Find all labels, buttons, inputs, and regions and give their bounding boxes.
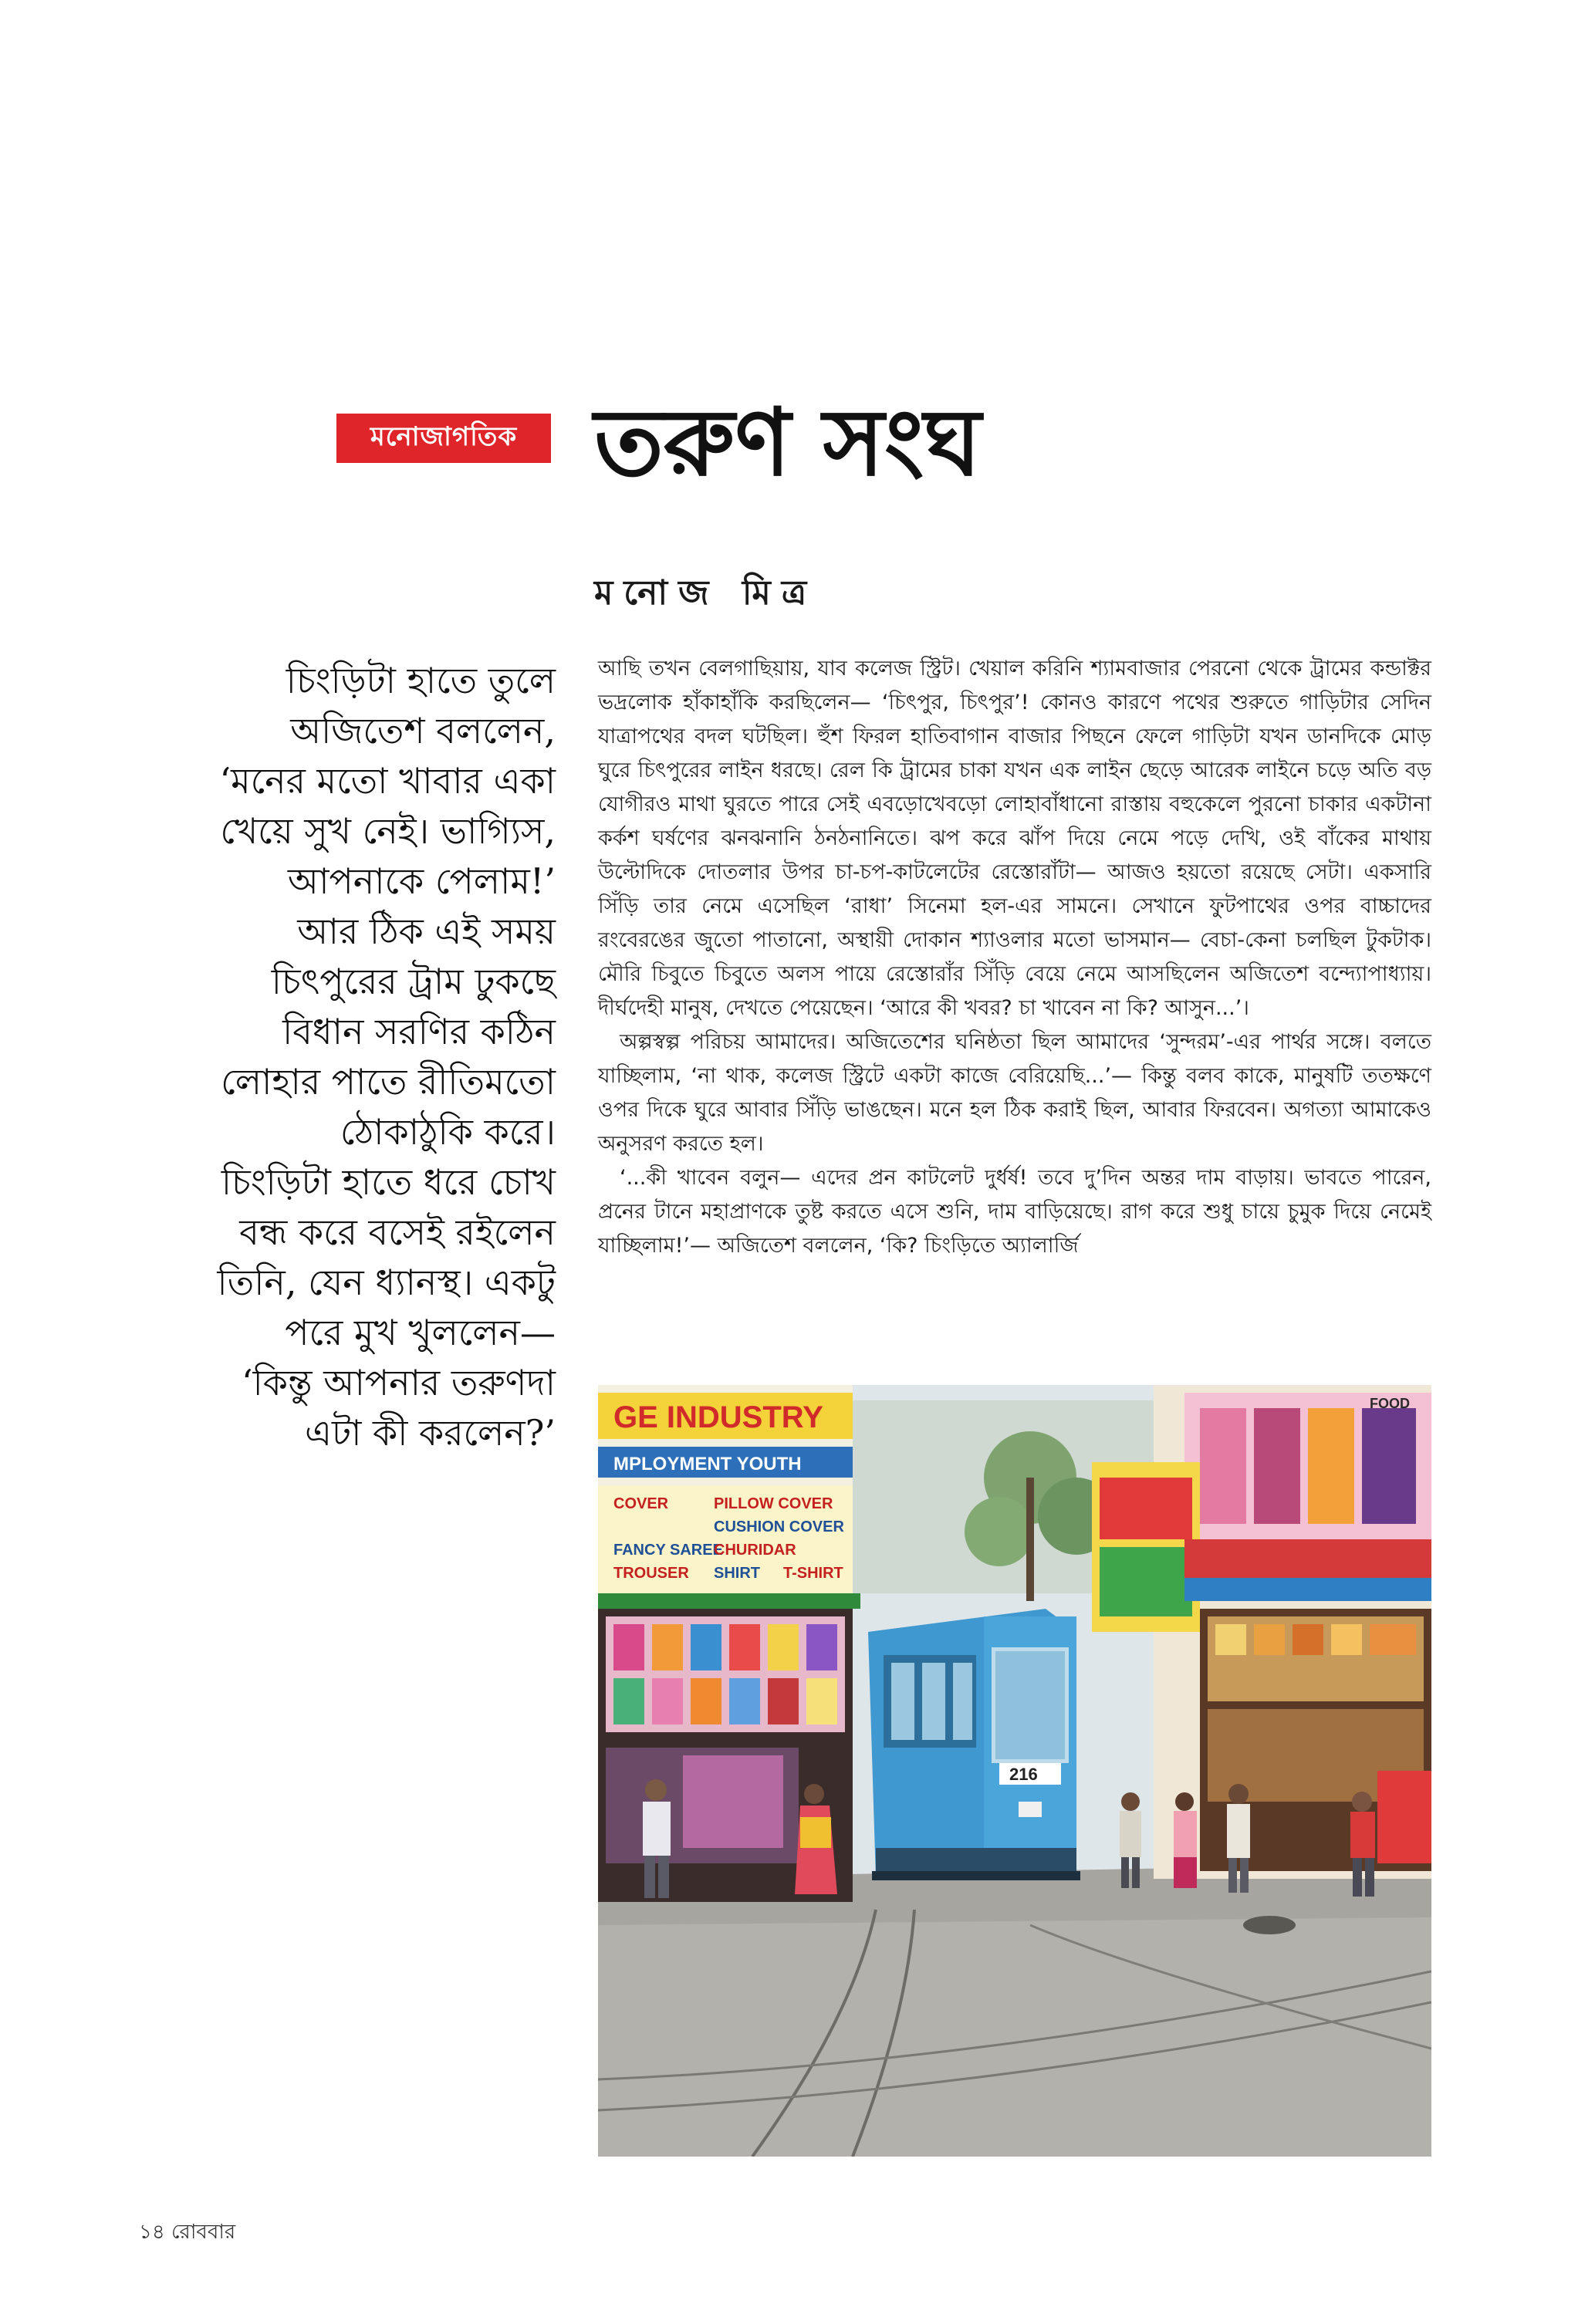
pull-quote-line: বিধান সরণির কঠিন <box>282 1011 556 1052</box>
body-paragraph: অল্পস্বল্প পরিচয় আমাদের। অজিতেশের ঘনিষ্ঠতা ছিল আমাদের ‘সুন্দরম’-এর পার্থর সঙ্গে। বলতে যাচ্ছিলাম, ‘না থাক, কলেজ স্ট্রিটে একটা কাজে বেরিয়েছি...’— কিন্তু বলব কাকে, মানুষটি ততক্ষণে ওপর দিকে ঘুরে আবার সিঁড়ি ভাঙছেন। মনে হল ঠিক করাই ছিল, আবার ফিরবেন। অগত্যা আমাকেও অনুসরণ করতে হল। <box>598 1030 1431 1156</box>
page-folio: ১৪ রোববার <box>139 2221 236 2244</box>
pull-quote-line: খেয়ে সুখ নেই। ভাগ্যিস, <box>220 810 556 852</box>
sign-text: TROUSER <box>613 1565 689 1582</box>
body-paragraph: আছি তখন বেলগাছিয়ায়, যাব কলেজ স্ট্রিট। খেয়াল করিনি শ্যামবাজার পেরনো থেকে ট্রামের কন্ডাক্টর ভদ্রলোক হাঁকাহাঁকি করছিলেন— ‘চিৎপুর, চিৎপুর’! কোনও কারণে পথের শুরুতে গাড়িটার সেদিন যাত্রাপথের বদল ঘটছিল। হুঁশ ফিরল হাতিবাগান বাজার পিছনে ফেলে গাড়িটা যখন ডানদিকে মোড় ঘুরে চিৎপুরের লাইন ধরছে। রেল কি ট্রামের চাকা যখন এক লাইন ছেড়ে আরেক লাইনে চড়ে অতি বড় যোগীরও মাথা ঘুরতে পারে সেই এবড়োখেবড়ো লোহাবাঁধানো রাস্তায় বহুকেলে পুরনো চাকার একটানা কর্কশ ঘর্ষণের ঝনঝনানি ঠনঠনানিতে। ঝপ করে ঝাঁপ দিয়ে নেমে পড়ে দেখি, ওই বাঁকের মাথায় উল্টোদিকে দোতলার উপর চা-চপ-কাটলেটের রেস্তোরাঁটা— আজও হয়তো রয়েছে সেটা। একসারি সিঁড়ি তার নেমে এসেছিল ‘রাধা’ সিনেমা হল-এর সামনে। সেখানে ফুটপাথের ওপর বাচ্চাদের রংবেরঙের জুতো পাতানো, অস্থায়ী দোকান শ্যাওলার মতো ভাসমান— বেচা-কেনা চলছিল টুকটাক। মৌরি চিবুতে চিবুতে অলস পায়ে রেস্তোরাঁর সিঁড়ি বেয়ে নেমে আসছিলেন অজিতেশ বন্দ্যোপাধ্যায়। দীর্ঘদেহী মানুষ, দেখতে পেয়েছেন। ‘আরে কী খবর? চা খাবেন না কি? আসুন...’। <box>598 657 1431 1020</box>
pull-quote <box>139 656 556 1458</box>
pull-quote-line: এটা কী করলেন?’ <box>305 1412 556 1454</box>
pull-quote-line: আপনাকে পেলাম!’ <box>287 860 556 902</box>
tram-number: 216 <box>1009 1765 1038 1784</box>
pull-quote-line: চিংড়িটা হাতে তুলে <box>286 660 556 701</box>
sign-text: CUSHION COVER <box>714 1518 844 1535</box>
pull-quote-line: ‘কিন্তু আপনার তরুণদা <box>241 1362 556 1404</box>
article-body <box>598 652 1431 1263</box>
sign-text: MPLOYMENT YOUTH <box>613 1454 802 1474</box>
section-tag: মনোজাগতিক <box>336 414 551 463</box>
sign-text: PILLOW COVER <box>714 1495 833 1512</box>
sign-text: CHURIDAR <box>714 1542 796 1559</box>
street-tram-photo <box>598 1385 1431 2157</box>
pull-quote-line: অজিতেশ বললেন, <box>290 710 556 752</box>
article-title: তরুণ সংঘ <box>594 390 982 497</box>
sign-text: FANCY SAREE <box>613 1542 723 1559</box>
author-byline: মনোজ মিত্র <box>594 573 818 613</box>
pull-quote-line: বন্ধ করে বসেই রইলেন <box>239 1211 556 1253</box>
pull-quote-line: চিংড়িটা হাতে ধরে চোখ <box>221 1161 556 1203</box>
pull-quote-line: ‘মনের মতো খাবার একা <box>219 760 556 802</box>
sign-text: COVER <box>613 1495 669 1512</box>
pull-quote-line: তিনি, যেন ধ্যানস্থ। একটু <box>217 1262 556 1303</box>
pull-quote-line: আর ঠিক এই সময় <box>297 910 556 952</box>
pull-quote-line: ঠোকাঠুকি করে। <box>340 1111 556 1153</box>
pull-quote-line: চিৎপুরের ট্রাম ঢুকছে <box>271 961 556 1002</box>
pull-quote-line: লোহার পাতে রীতিমতো <box>221 1061 556 1103</box>
pull-quote-line: পরে মুখ খুললেন— <box>285 1312 556 1353</box>
sign-text: GE INDUSTRY <box>613 1400 823 1434</box>
sign-text: T-SHIRT <box>783 1565 843 1582</box>
sign-text: FOOD <box>1370 1396 1410 1411</box>
sign-text: SHIRT <box>714 1565 760 1582</box>
body-paragraph: ‘...কী খাবেন বলুন— এদের প্রন কাটলেট দুর্ধর্ষ! তবে দু’দিন অন্তর দাম বাড়ায়। ভাবতে পারেন, প্রনের টানে মহাপ্রাণকে তুষ্ট করতে এসে শুনি, দাম বাড়িয়েছে। রাগ করে শুধু চায়ে চুমুক দিয়ে নেমেই যাচ্ছিলাম!’— অজিতেশ বললেন, ‘কি? চিংড়িতে অ্যালার্জি <box>598 1166 1431 1258</box>
